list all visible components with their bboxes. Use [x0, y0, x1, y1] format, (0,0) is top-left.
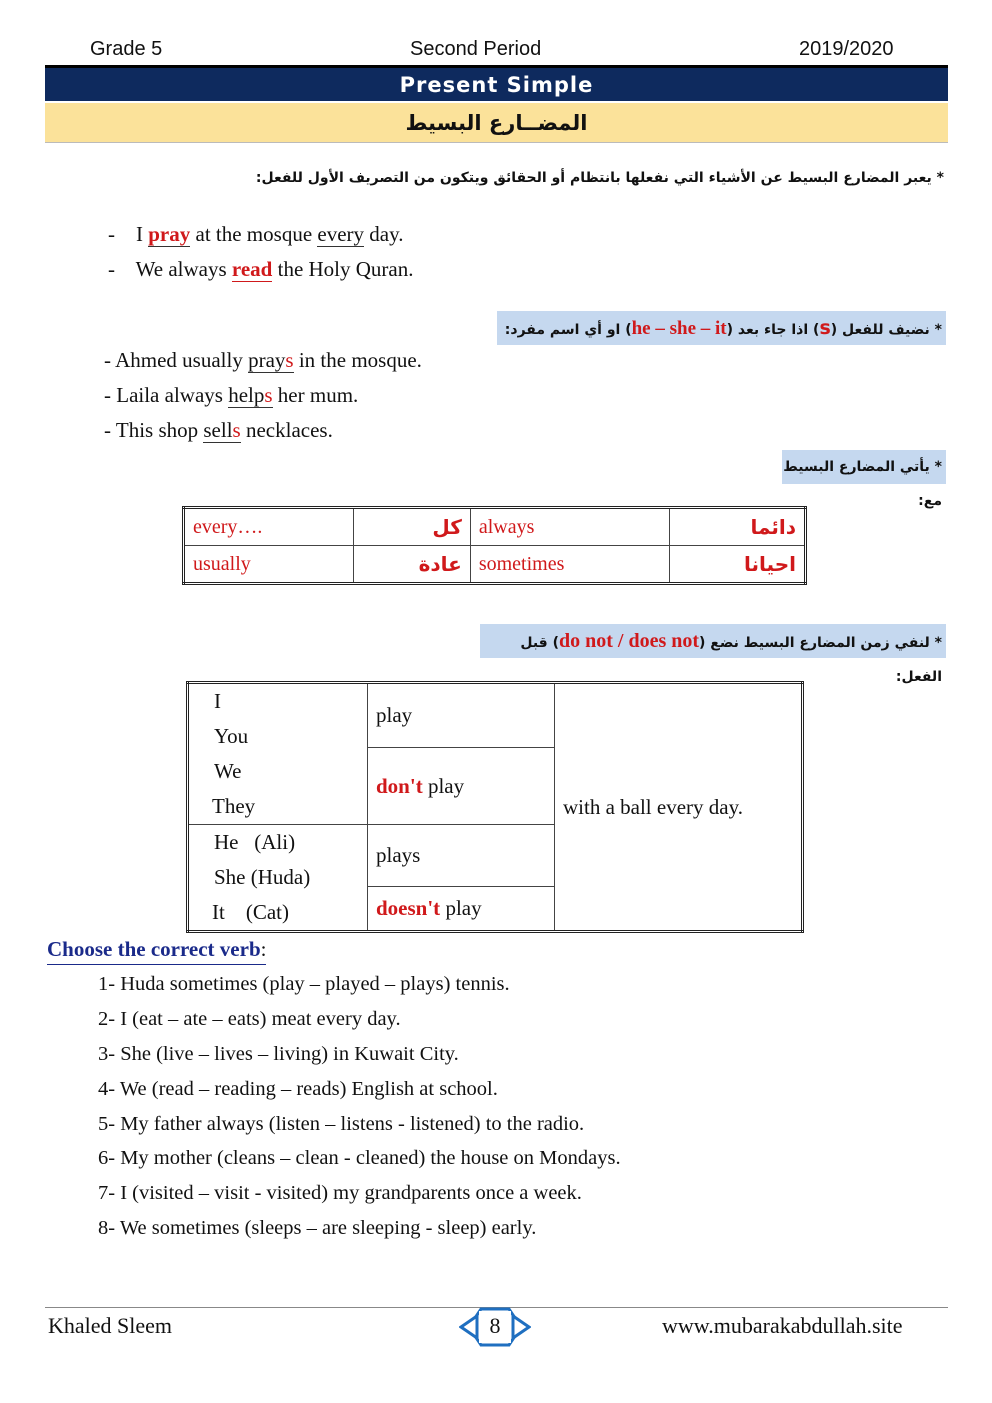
exercise-heading: Choose the correct verb: [47, 937, 266, 965]
footer-website[interactable]: www.mubarakabdullah.site [662, 1313, 903, 1338]
sentence-complement: with a ball every day. [555, 683, 803, 932]
intro-rule-arabic: * يعبر المضارع البسيط عن الأشياء التي نفعلها بانتظام أو الحقائق ويتكون من التصريف الأول للفعل: [255, 170, 944, 186]
exercise-item: 1- Huda sometimes (play – played – plays) tennis. [98, 973, 510, 995]
verb-affirmative: play [368, 683, 555, 748]
page-title: Present Simple [45, 68, 948, 101]
header-period: Second Period [410, 38, 542, 60]
adverb-ar: دائما [670, 508, 806, 546]
adverb-en: usually [184, 546, 354, 584]
exercise-item: 6- My mother (cleans – clean - cleaned) the house on Mondays. [98, 1147, 621, 1169]
exercise-item: 3- She (live – lives – living) in Kuwait City. [98, 1043, 459, 1065]
example-sentence: - Ahmed usually prays in the mosque. [104, 348, 422, 372]
example-sentence: - This shop sells necklaces. [104, 418, 333, 442]
exercise-item: 5- My father always (listen – listens - listened) to the radio. [98, 1113, 585, 1135]
page-number-badge [459, 1304, 531, 1350]
subjects-singular: He (Ali) She (Huda) It (Cat) [188, 825, 368, 932]
table-row [188, 683, 803, 748]
header-grade: Grade 5 [90, 38, 163, 60]
rule-negation: * لنفي زمن المضارع البسيط نضع (do not / does not) قبل الفعل: [480, 624, 946, 658]
page-number: 8 [489, 1313, 501, 1338]
adverb-en: always [470, 508, 669, 546]
adverbs-table [182, 506, 807, 585]
footer-author: Khaled Sleem [48, 1313, 173, 1338]
example-sentence: - Laila always helps her mum. [104, 383, 359, 407]
verb-affirmative: plays [368, 825, 555, 887]
table-row [184, 508, 806, 546]
rule-adverbs: * يأتي المضارع البسيط مع: [782, 450, 946, 484]
exercise-item: 7- I (visited – visit - visited) my grandparents once a week. [98, 1182, 582, 1204]
exercise-item: 2- I (eat – ate – eats) meat every day. [98, 1008, 401, 1030]
adverb-ar: عادة [353, 546, 470, 584]
rule-add-s: * نضيف للفعل (s) اذا جاء بعد (he – she – it) او أي اسم مفرد: [497, 311, 946, 345]
divider [45, 142, 948, 143]
verb-negative: doesn't play [368, 887, 555, 932]
verb-negative: don't play [368, 748, 555, 825]
adverb-en: every…. [184, 508, 354, 546]
exercise-item: 8- We sometimes (sleeps – are sleeping - sleep) early. [98, 1217, 537, 1239]
exercise-item: 4- We (read – reading – reads) English at school. [98, 1078, 498, 1100]
adverb-ar: احيانا [670, 546, 806, 584]
example-sentence: - We always read the Holy Quran. [108, 257, 414, 281]
adverb-ar: كل [353, 508, 470, 546]
table-row [184, 546, 806, 584]
header-year: 2019/2020 [799, 38, 894, 60]
negation-table [186, 681, 804, 933]
example-sentence: - I pray at the mosque every day. [108, 222, 404, 246]
adverb-en: sometimes [470, 546, 669, 584]
subjects-plural: I You We They [188, 683, 368, 825]
page-subtitle-arabic: المضــارع البسيط [45, 103, 948, 142]
